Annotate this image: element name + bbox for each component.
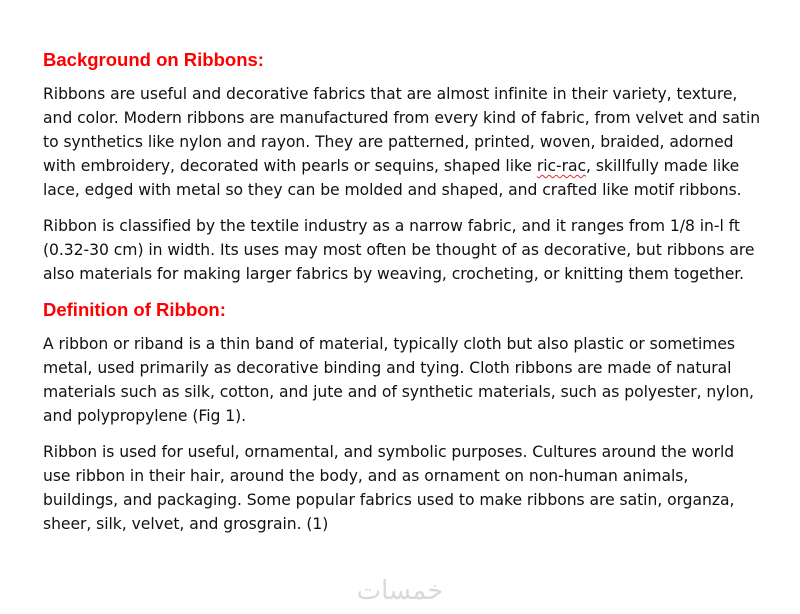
paragraph-text: , skillfully made like lace, edged with metal so they can be molded and shaped, and crafted like motif ribbons.: [43, 157, 742, 199]
heading-background-on-ribbons: Background on Ribbons:: [43, 49, 264, 70]
document-body: [43, 48, 761, 536]
heading-definition-of-ribbon: Definition of Ribbon:: [43, 299, 226, 320]
paragraph-ribbon-classification: Ribbon is classified by the textile industry as a narrow fabric, and it ranges from 1/8 in-l ft (0.32-30 cm) in width. Its uses may most often be thought of as decorative, but ribbons are also materials for making larger fabrics by weaving, crocheting, or knitting them together.: [43, 217, 755, 283]
paragraph-text: Ribbons are useful and decorative fabrics that are almost infinite in their variety, texture, and color. Modern ribbons are manufactured from every kind of fabric, from velvet and satin to synthetics like nylon and rayon. They are patterned, printed, woven, braided, adorned with embroidery, decorated with pearls or sequins, shaped like: [43, 85, 761, 175]
paragraph-ribbons-variety: [43, 82, 761, 202]
spellcheck-flagged-word[interactable]: ric-rac: [536, 157, 587, 175]
paragraph-ribbon-definition: A ribbon or riband is a thin band of material, typically cloth but also plastic or sometimes metal, used primarily as decorative binding and tying. Cloth ribbons are made of natural materials such as silk, cotton, and jute and of synthetic materials, such as polyester, nylon, and polypropylene (Fig 1).: [43, 335, 754, 425]
watermark-logo: خمسات: [356, 576, 444, 606]
paragraph-ribbon-uses: Ribbon is used for useful, ornamental, and symbolic purposes. Cultures around the world use ribbon in their hair, around the body, and as ornament on non-human animals, buildings, and packaging. Some popular fabrics used to make ribbons are satin, organza, sheer, silk, velvet, and grosgrain. (1): [43, 443, 735, 533]
